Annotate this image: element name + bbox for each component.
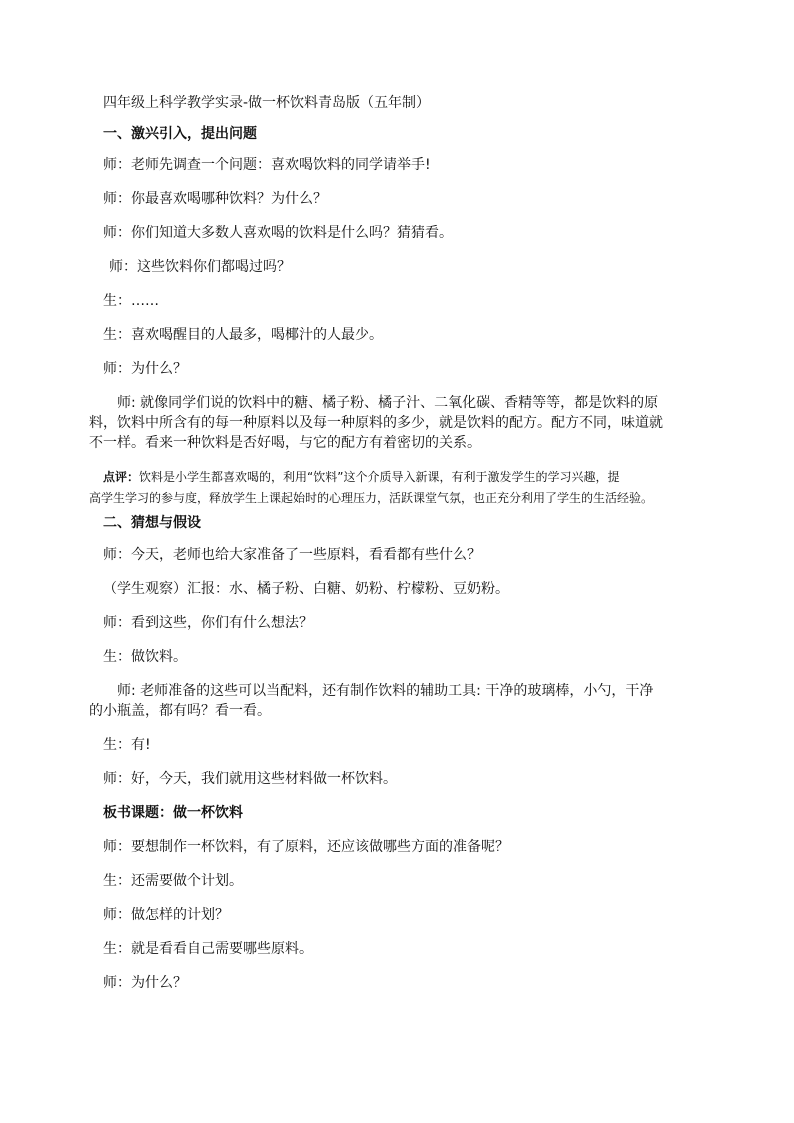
paragraph-12: 生：做饮料。 bbox=[103, 649, 187, 665]
paragraph-13-line-1: 师: 老师准备的这些可以当配料，还有制作饮料的辅助工具: 干净的玻璃棒，小勺，干净 bbox=[117, 683, 654, 699]
paragraph-10: （学生观察）汇报：水、橘子粉、白糖、奶粉、柠檬粉、豆奶粉。 bbox=[103, 581, 509, 597]
paragraph-11: 师：看到这些，你们有什么想法？ bbox=[103, 615, 313, 631]
paragraph-8 bbox=[89, 393, 691, 453]
paragraph-8-line-3: 不一样。看来一种饮料是否好喝，与它的配方有着密切的关系。 bbox=[89, 435, 481, 451]
paragraph-19: 生：就是看看自己需要哪些原料。 bbox=[103, 941, 313, 957]
document-title: 四年级上科学教学实录-做一杯饮料青岛版（五年制） bbox=[103, 95, 431, 111]
paragraph-18: 师：做怎样的计划？ bbox=[103, 907, 229, 923]
paragraph-17: 生：还需要做个计划。 bbox=[103, 873, 243, 889]
board-title-heading: 板书课题：做一杯饮料 bbox=[103, 805, 243, 821]
paragraph-5: 生：…… bbox=[103, 293, 159, 309]
paragraph-13-line-2: 的小瓶盖，都有吗？看一看。 bbox=[89, 703, 271, 719]
paragraph-20: 师：为什么？ bbox=[103, 975, 187, 991]
paragraph-14: 生：有! bbox=[103, 737, 151, 753]
comment-label: 点评： bbox=[103, 470, 140, 484]
paragraph-8-line-1: 师: 就像同学们说的饮料中的糖、橘子粉、橘子汁、二氧化碳、香精等等，都是饮料的原 bbox=[117, 395, 659, 411]
comment-line-1: 饮料是小学生都喜欢喝的，利用“饮料”这个介质导入新课，有利于激发学生的学习兴趣，提 bbox=[139, 470, 620, 484]
paragraph-13 bbox=[89, 681, 691, 721]
paragraph-4: 师：这些饮料你们都喝过吗？ bbox=[109, 259, 291, 275]
section-heading-2: 二、猜想与假设 bbox=[103, 515, 201, 531]
paragraph-9: 师：今天，老师也给大家准备了一些原料，看看都有些什么？ bbox=[103, 547, 481, 563]
paragraph-2: 师：你最喜欢喝哪种饮料？为什么？ bbox=[103, 191, 327, 207]
paragraph-6: 生：喜欢喝醒目的人最多，喝椰汁的人最少。 bbox=[103, 327, 383, 343]
paragraph-1: 师：老师先调查一个问题：喜欢喝饮料的同学请举手! bbox=[103, 157, 431, 173]
comment-line-2: 高学生学习的参与度，释放学生上课起始时的心理压力，活跃课堂气氛，也正充分利用了学生的生活经验。 bbox=[89, 491, 654, 505]
paragraph-16: 师：要想制作一杯饮料，有了原料，还应该做哪些方面的准备呢？ bbox=[103, 839, 509, 855]
document-body bbox=[89, 93, 691, 1007]
paragraph-3: 师：你们知道大多数人喜欢喝的饮料是什么吗？猜猜看。 bbox=[103, 225, 453, 241]
section-heading-1: 一、激兴引入，提出问题 bbox=[103, 126, 257, 142]
paragraph-15: 师：好，今天，我们就用这些材料做一杯饮料。 bbox=[103, 771, 397, 787]
paragraph-8-line-2: 料，饮料中所含有的每一种原料以及每一种原料的多少，就是饮料的配方。配方不同，味道就 bbox=[89, 415, 663, 431]
paragraph-7: 师：为什么？ bbox=[103, 361, 187, 377]
teacher-comment bbox=[89, 467, 691, 509]
